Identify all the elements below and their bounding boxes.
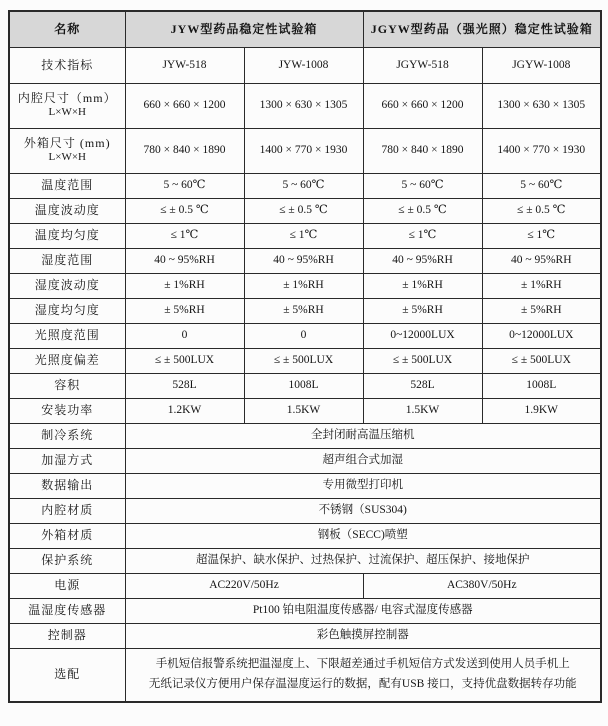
row-label: 外箱材质 bbox=[9, 523, 125, 548]
row-label-sub: L×W×H bbox=[48, 151, 86, 164]
row-label: 温度波动度 bbox=[9, 198, 125, 223]
row-label: 光照度范围 bbox=[9, 323, 125, 348]
row-label: 温湿度传感器 bbox=[9, 598, 125, 623]
spec-table bbox=[8, 10, 602, 703]
row-tech-index bbox=[9, 47, 601, 83]
spec-value: 1.5KW bbox=[244, 398, 363, 423]
row-label bbox=[9, 83, 125, 128]
spec-value: 1400 × 770 × 1930 bbox=[244, 128, 363, 173]
row-inner-dimensions bbox=[9, 83, 601, 128]
spec-value: 1008L bbox=[482, 373, 601, 398]
spec-value: ≤ 1℃ bbox=[482, 223, 601, 248]
spec-value-optional bbox=[125, 648, 601, 702]
row-label-sub: L×W×H bbox=[48, 106, 86, 119]
row-label: 湿度均匀度 bbox=[9, 298, 125, 323]
spec-value-half: AC220V/50Hz bbox=[125, 573, 363, 598]
row-label: 电源 bbox=[9, 573, 125, 598]
spec-value: ≤ ± 500LUX bbox=[244, 348, 363, 373]
spec-value: 1300 × 630 × 1305 bbox=[482, 83, 601, 128]
spec-value: 1400 × 770 × 1930 bbox=[482, 128, 601, 173]
spec-value-full: 不锈钢（SUS304) bbox=[125, 498, 601, 523]
row-humidity-uniformity bbox=[9, 298, 601, 323]
spec-value: 5 ~ 60℃ bbox=[244, 173, 363, 198]
spec-value: 780 × 840 × 1890 bbox=[125, 128, 244, 173]
row-label: 安装功率 bbox=[9, 398, 125, 423]
row-optional bbox=[9, 648, 601, 702]
spec-value-full: 全封闭耐高温压缩机 bbox=[125, 423, 601, 448]
spec-value: ≤ ± 0.5 ℃ bbox=[363, 198, 482, 223]
row-sensors bbox=[9, 598, 601, 623]
spec-value: ≤ ± 500LUX bbox=[363, 348, 482, 373]
row-label: 技术指标 bbox=[9, 47, 125, 83]
spec-value: 5 ~ 60℃ bbox=[482, 173, 601, 198]
row-illuminance-deviation bbox=[9, 348, 601, 373]
spec-value: ≤ ± 0.5 ℃ bbox=[482, 198, 601, 223]
spec-value: JGYW-1008 bbox=[482, 47, 601, 83]
spec-value: ≤ ± 500LUX bbox=[125, 348, 244, 373]
spec-value: 1.9KW bbox=[482, 398, 601, 423]
spec-value: ± 5%RH bbox=[482, 298, 601, 323]
spec-value: ± 1%RH bbox=[363, 273, 482, 298]
spec-value: ± 1%RH bbox=[244, 273, 363, 298]
spec-value: ± 1%RH bbox=[125, 273, 244, 298]
row-temp-range bbox=[9, 173, 601, 198]
spec-value: ≤ ± 0.5 ℃ bbox=[125, 198, 244, 223]
spec-value-full: 专用微型打印机 bbox=[125, 473, 601, 498]
spec-value-full: Pt100 铂电阻温度传感器/ 电容式湿度传感器 bbox=[125, 598, 601, 623]
spec-value: ± 5%RH bbox=[363, 298, 482, 323]
spec-value-full: 超声组合式加湿 bbox=[125, 448, 601, 473]
spec-value: 0~12000LUX bbox=[482, 323, 601, 348]
row-temp-uniformity bbox=[9, 223, 601, 248]
spec-value: 5 ~ 60℃ bbox=[363, 173, 482, 198]
row-illuminance-range bbox=[9, 323, 601, 348]
spec-value: ± 1%RH bbox=[482, 273, 601, 298]
row-label: 光照度偏差 bbox=[9, 348, 125, 373]
spec-value: 0 bbox=[244, 323, 363, 348]
row-label-main: 外箱尺寸 (mm) bbox=[23, 136, 111, 151]
header-name-cell: 名称 bbox=[9, 11, 125, 47]
row-chamber-material bbox=[9, 498, 601, 523]
row-volume bbox=[9, 373, 601, 398]
spec-value-full: 彩色触摸屏控制器 bbox=[125, 623, 601, 648]
row-outer-dimensions bbox=[9, 128, 601, 173]
spec-value: ≤ ± 0.5 ℃ bbox=[244, 198, 363, 223]
spec-value: 40 ~ 95%RH bbox=[482, 248, 601, 273]
spec-value: ≤ 1℃ bbox=[244, 223, 363, 248]
row-controller bbox=[9, 623, 601, 648]
header-group-jgyw: JGYW型药品（强光照）稳定性试验箱 bbox=[363, 11, 601, 47]
spec-value: 5 ~ 60℃ bbox=[125, 173, 244, 198]
spec-value: ≤ 1℃ bbox=[363, 223, 482, 248]
spec-value: 1300 × 630 × 1305 bbox=[244, 83, 363, 128]
spec-value: 40 ~ 95%RH bbox=[125, 248, 244, 273]
row-label: 湿度范围 bbox=[9, 248, 125, 273]
spec-value: 780 × 840 × 1890 bbox=[363, 128, 482, 173]
spec-value: ≤ ± 500LUX bbox=[482, 348, 601, 373]
header-group-jyw: JYW型药品稳定性试验箱 bbox=[125, 11, 363, 47]
spec-value-half: AC380V/50Hz bbox=[363, 573, 601, 598]
row-label: 温度均匀度 bbox=[9, 223, 125, 248]
row-label: 数据输出 bbox=[9, 473, 125, 498]
row-label: 内腔材质 bbox=[9, 498, 125, 523]
header-row bbox=[9, 11, 601, 47]
row-exterior-material bbox=[9, 523, 601, 548]
spec-value: 0~12000LUX bbox=[363, 323, 482, 348]
optional-line-1: 手机短信报警系统把温湿度上、下限超差通过手机短信方式发送到使用人员手机上 bbox=[155, 658, 570, 671]
row-label: 湿度波动度 bbox=[9, 273, 125, 298]
row-label: 容积 bbox=[9, 373, 125, 398]
row-label: 加湿方式 bbox=[9, 448, 125, 473]
spec-value: 1.5KW bbox=[363, 398, 482, 423]
spec-value: 40 ~ 95%RH bbox=[363, 248, 482, 273]
spec-value: ± 5%RH bbox=[125, 298, 244, 323]
spec-value: 660 × 660 × 1200 bbox=[363, 83, 482, 128]
row-humidity-fluctuation bbox=[9, 273, 601, 298]
row-label: 选配 bbox=[9, 648, 125, 702]
row-refrigeration-system bbox=[9, 423, 601, 448]
row-humidification-method bbox=[9, 448, 601, 473]
spec-value: JYW-518 bbox=[125, 47, 244, 83]
spec-value: 40 ~ 95%RH bbox=[244, 248, 363, 273]
row-label bbox=[9, 128, 125, 173]
row-protection-system bbox=[9, 548, 601, 573]
row-label: 制冷系统 bbox=[9, 423, 125, 448]
row-data-output bbox=[9, 473, 601, 498]
row-humidity-range bbox=[9, 248, 601, 273]
row-label: 保护系统 bbox=[9, 548, 125, 573]
spec-value: ± 5%RH bbox=[244, 298, 363, 323]
spec-value: JGYW-518 bbox=[363, 47, 482, 83]
spec-value-full: 超温保护、缺水保护、过热保护、过流保护、超压保护、接地保护 bbox=[125, 548, 601, 573]
spec-value: 528L bbox=[363, 373, 482, 398]
spec-value: 660 × 660 × 1200 bbox=[125, 83, 244, 128]
row-label: 控制器 bbox=[9, 623, 125, 648]
row-installed-power bbox=[9, 398, 601, 423]
optional-line-2: 无纸记录仪方便用户保存温湿度运行的数据，配有USB 接口，支持优盘数据转存功能 bbox=[148, 677, 577, 690]
row-label-main: 内腔尺寸（mm） bbox=[17, 91, 117, 106]
spec-value: 528L bbox=[125, 373, 244, 398]
spec-value-full: 钢板（SECC)喷塑 bbox=[125, 523, 601, 548]
spec-value: 0 bbox=[125, 323, 244, 348]
spec-value: JYW-1008 bbox=[244, 47, 363, 83]
row-temp-fluctuation bbox=[9, 198, 601, 223]
spec-value: 1008L bbox=[244, 373, 363, 398]
spec-value: ≤ 1℃ bbox=[125, 223, 244, 248]
spec-sheet bbox=[8, 10, 600, 703]
spec-value: 1.2KW bbox=[125, 398, 244, 423]
row-power-supply bbox=[9, 573, 601, 598]
row-label: 温度范围 bbox=[9, 173, 125, 198]
